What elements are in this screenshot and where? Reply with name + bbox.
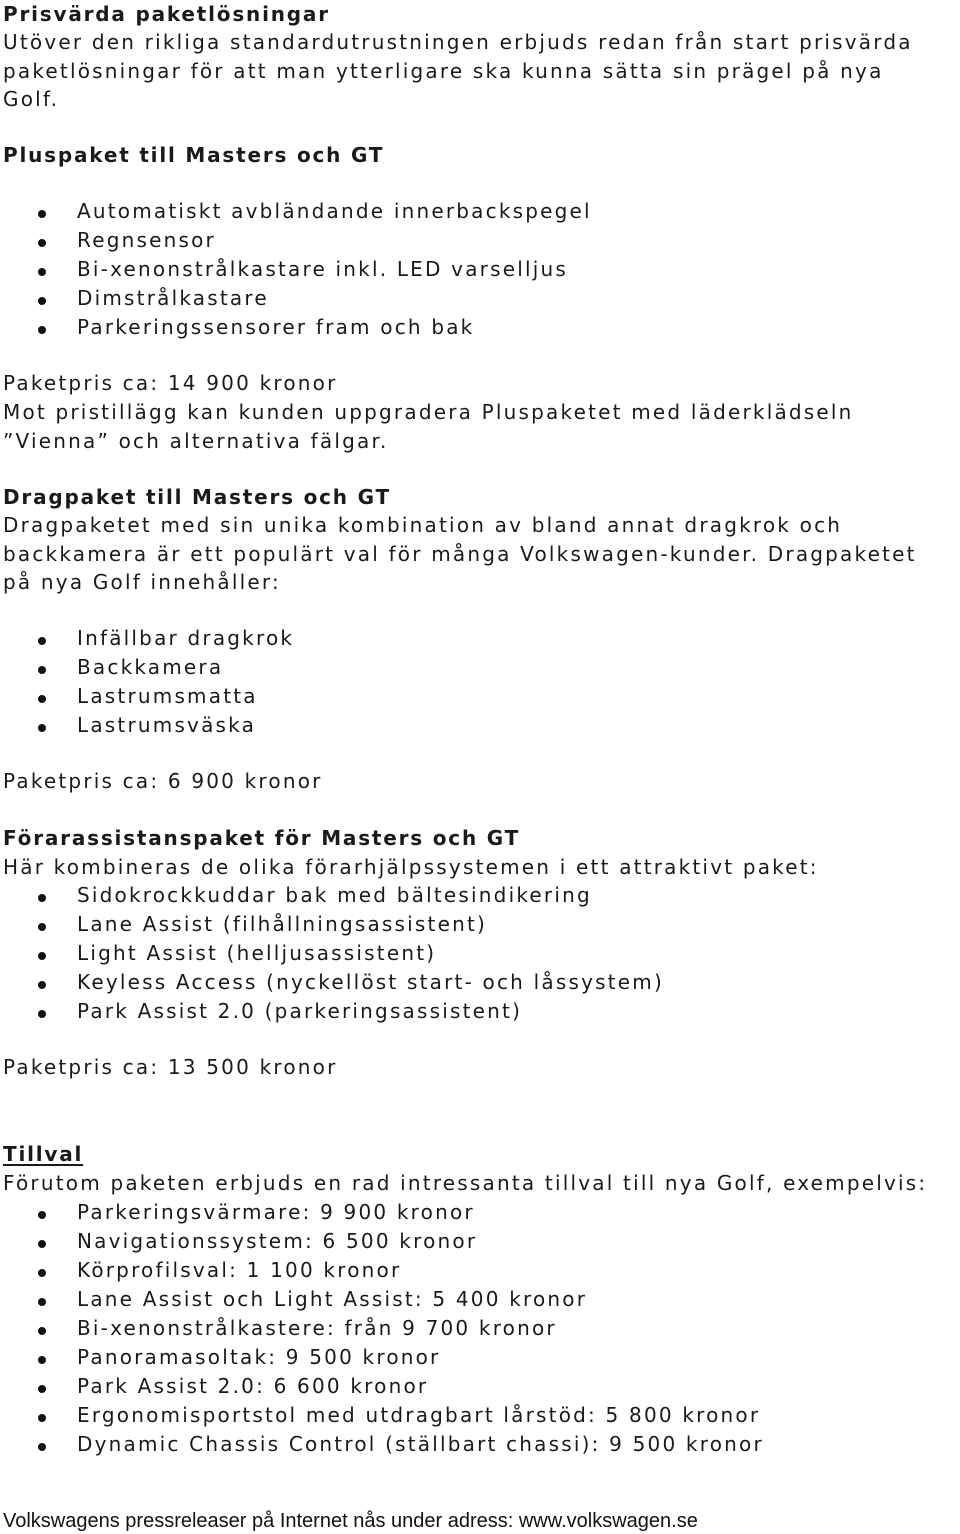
list-item: Lane Assist och Light Assist: 5 400 kronor xyxy=(77,1287,588,1311)
bullet-icon xyxy=(38,1010,46,1018)
list-item: Körprofilsval: 1 100 kronor xyxy=(77,1258,402,1282)
footer-text: Volkswagens pressreleaser på Internet nås under adress: www.volkswagen.se xyxy=(3,1510,698,1532)
list-item: Automatiskt avbländande innerbackspegel xyxy=(77,199,592,223)
bullet-icon xyxy=(38,1211,46,1219)
bullet-icon xyxy=(38,637,46,645)
pluspaket-note: Mot pristillägg kan kunden uppgradera Pluspaketet med läderklädseln xyxy=(3,400,854,424)
bullet-icon xyxy=(38,297,46,305)
list-item: Navigationssystem: 6 500 kronor xyxy=(77,1229,478,1253)
dragpaket-title: Dragpaket till Masters och GT xyxy=(3,485,391,509)
list-item: Dynamic Chassis Control (ställbart chassi): 9 500 kronor xyxy=(77,1432,764,1456)
bullet-icon xyxy=(38,981,46,989)
dragpaket-desc: på nya Golf innehåller: xyxy=(3,570,281,594)
pluspaket-price: Paketpris ca: 14 900 kronor xyxy=(3,371,338,395)
bullet-icon xyxy=(38,268,46,276)
list-item: Regnsensor xyxy=(77,228,216,252)
list-item: Bi-xenonstrålkastare inkl. LED varselljus xyxy=(77,257,568,281)
dragpaket-desc: Dragpaketet med sin unika kombination av bland annat dragkrok och xyxy=(3,513,843,537)
bullet-icon xyxy=(38,1443,46,1451)
dragpaket-desc: backkamera är ett populärt val för många Volkswagen-kunder. Dragpaketet xyxy=(3,542,917,566)
bullet-icon xyxy=(38,923,46,931)
list-item: Light Assist (helljusassistent) xyxy=(77,941,437,965)
section-title: Prisvärda paketlösningar xyxy=(3,2,330,26)
list-item: Ergonomisportstol med utdragbart lårstöd: 5 800 kronor xyxy=(77,1403,761,1427)
bullet-icon xyxy=(38,210,46,218)
bullet-icon xyxy=(38,952,46,960)
bullet-icon xyxy=(38,1327,46,1335)
list-item: Infällbar dragkrok xyxy=(77,626,295,650)
list-item: Panoramasoltak: 9 500 kronor xyxy=(77,1345,441,1369)
intro-line: Utöver den rikliga standardutrustningen erbjuds redan från start prisvärda xyxy=(3,30,913,54)
intro-line: Golf. xyxy=(3,87,60,111)
list-item: Dimstrålkastare xyxy=(77,286,269,310)
dragpaket-price: Paketpris ca: 6 900 kronor xyxy=(3,769,323,793)
list-item: Keyless Access (nyckellöst start- och låssystem) xyxy=(77,970,664,994)
tillval-title: Tillval xyxy=(3,1142,84,1166)
bullet-icon xyxy=(38,1385,46,1393)
bullet-icon xyxy=(38,1356,46,1364)
bullet-icon xyxy=(38,724,46,732)
bullet-icon xyxy=(38,1240,46,1248)
bullet-icon xyxy=(38,695,46,703)
list-item: Bi-xenonstrålkastere: från 9 700 kronor xyxy=(77,1316,557,1340)
list-item: Lastrumsväska xyxy=(77,713,257,737)
list-item: Park Assist 2.0 (parkeringsassistent) xyxy=(77,999,523,1023)
bullet-icon xyxy=(38,1269,46,1277)
bullet-icon xyxy=(38,1298,46,1306)
list-item: Backkamera xyxy=(77,655,224,679)
list-item: Parkeringssensorer fram och bak xyxy=(77,315,475,339)
forarassistans-price: Paketpris ca: 13 500 kronor xyxy=(3,1055,338,1079)
list-item: Lastrumsmatta xyxy=(77,684,258,708)
forarassistans-title: Förarassistanspaket för Masters och GT xyxy=(3,826,521,850)
bullet-icon xyxy=(38,666,46,674)
tillval-intro: Förutom paketen erbjuds en rad intressanta tillval till nya Golf, exempelvis: xyxy=(3,1171,928,1195)
pluspaket-title: Pluspaket till Masters och GT xyxy=(3,143,385,167)
list-item: Park Assist 2.0: 6 600 kronor xyxy=(77,1374,429,1398)
pluspaket-note: ”Vienna” och alternativa fälgar. xyxy=(3,429,389,453)
bullet-icon xyxy=(38,1414,46,1422)
list-item: Parkeringsvärmare: 9 900 kronor xyxy=(77,1200,475,1224)
list-item: Lane Assist (filhållningsassistent) xyxy=(77,912,487,936)
list-item: Sidokrockkuddar bak med bältesindikering xyxy=(77,883,592,907)
bullet-icon xyxy=(38,239,46,247)
bullet-icon xyxy=(38,894,46,902)
forarassistans-intro: Här kombineras de olika förarhjälpssystemen i ett attraktivt paket: xyxy=(3,855,819,879)
bullet-icon xyxy=(38,326,46,334)
intro-line: paketlösningar för att man ytterligare ska kunna sätta sin prägel på nya xyxy=(3,59,884,83)
